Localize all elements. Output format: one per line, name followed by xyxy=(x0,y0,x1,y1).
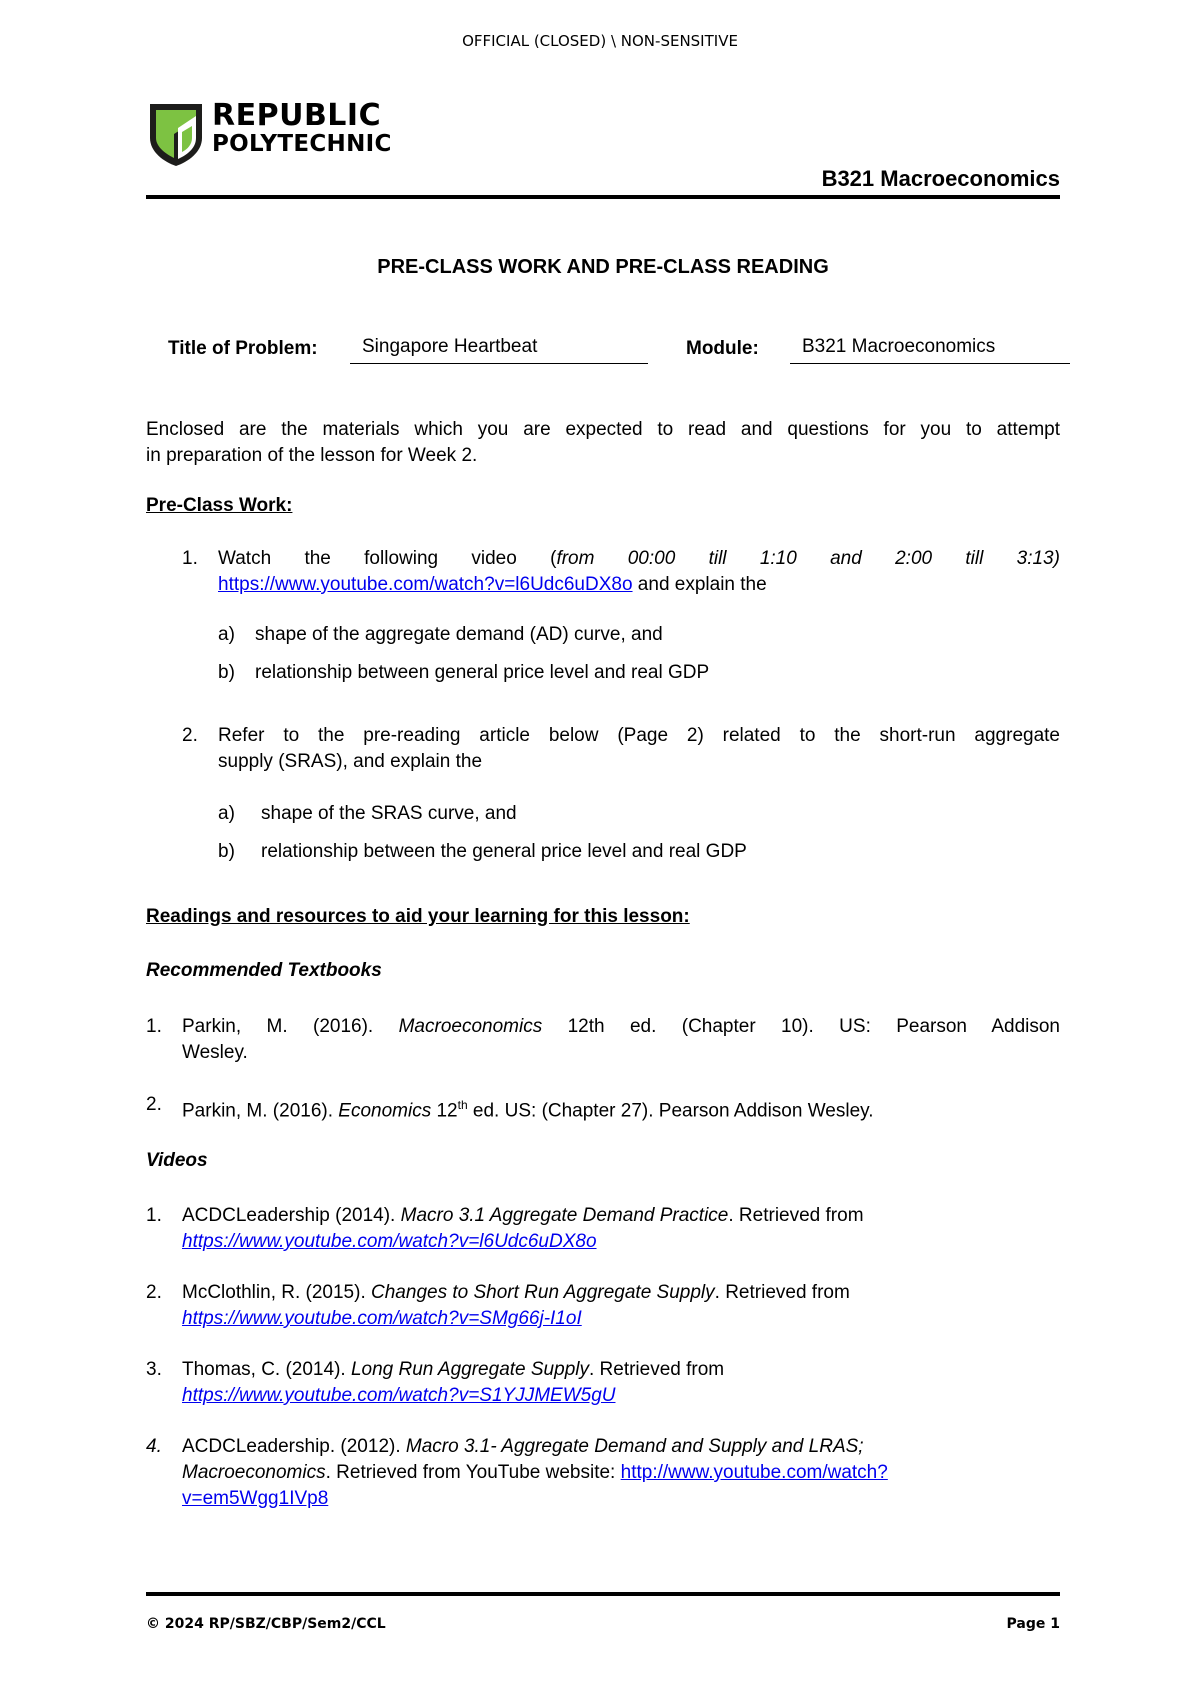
q2-line-1: Refer to the pre-reading article below (Page 2) related to the short-run aggregate xyxy=(218,725,1060,746)
v1-author: ACDCLeadership (2014). xyxy=(182,1205,401,1226)
q2-text xyxy=(218,723,1060,775)
video-3 xyxy=(182,1357,1060,1409)
v2-title: Changes to Short Run Aggregate Supply xyxy=(371,1282,715,1303)
intro-paragraph xyxy=(146,417,1060,469)
q2-line-2: supply (SRAS), and explain the xyxy=(218,751,483,772)
v1-number: 1. xyxy=(146,1205,162,1226)
video-2 xyxy=(182,1280,1060,1332)
q2-a-label: a) xyxy=(218,803,235,824)
q1-number: 1. xyxy=(182,548,198,569)
q1-text xyxy=(218,546,1060,598)
problem-title-label: Title of Problem: xyxy=(168,338,318,359)
v2-author: McClothlin, R. (2015). xyxy=(182,1282,372,1303)
tb1-line-1 xyxy=(182,1014,1060,1040)
v3-title: Long Run Aggregate Supply xyxy=(350,1359,589,1380)
tb1-line-2: Wesley. xyxy=(182,1042,248,1063)
header-module-title: B321 Macroeconomics xyxy=(821,166,1060,191)
q1-a-label: a) xyxy=(218,624,235,645)
tb2-details: ed. US: (Chapter 27). Pearson Addison Wesley. xyxy=(467,1100,874,1122)
shield-logo-icon xyxy=(148,102,204,168)
textbook-1 xyxy=(182,1014,1060,1066)
tb1-author: Parkin, M. (2016). xyxy=(182,1016,399,1037)
v4-title: Macro 3.1- Aggregate Demand and Supply and LRAS; xyxy=(405,1436,864,1457)
intro-line-2: in preparation of the lesson for Week 2. xyxy=(146,445,478,466)
q1-after-link: and explain the xyxy=(632,574,767,595)
v2-number: 2. xyxy=(146,1282,162,1303)
textbook-2 xyxy=(182,1092,1060,1124)
v1-link[interactable]: https://www.youtube.com/watch?v=l6Udc6uDX8o xyxy=(182,1231,597,1252)
header-divider xyxy=(146,195,1060,199)
textbooks-heading: Recommended Textbooks xyxy=(146,960,382,981)
logo-wordmark-line1: REPUBLIC xyxy=(212,98,382,133)
video-4 xyxy=(182,1434,1060,1512)
q1-line-1: Watch the following video (from 00:00 till 1:10 and 2:00 till 3:13) xyxy=(218,548,1060,569)
tb1-details: 12th ed. (Chapter 10). US: Pearson Addison xyxy=(542,1016,1060,1037)
page-title: PRE-CLASS WORK AND PRE-CLASS READING xyxy=(377,256,829,278)
tb1-number: 1. xyxy=(146,1016,162,1037)
v3-author: Thomas, C. (2014). xyxy=(182,1359,351,1380)
q1-b-label: b) xyxy=(218,662,235,683)
preclass-heading: Pre-Class Work: xyxy=(146,495,293,516)
v1-title: Macro 3.1 Aggregate Demand Practice xyxy=(400,1205,729,1226)
tb1-title: Macroeconomics xyxy=(398,1016,543,1037)
v3-retrieved: . Retrieved from xyxy=(588,1359,725,1380)
module-value: B321 Macroeconomics xyxy=(790,336,1070,364)
v3-link[interactable]: https://www.youtube.com/watch?v=S1YJJMEW5gU xyxy=(182,1385,616,1406)
v4-number: 4. xyxy=(146,1436,162,1457)
q2-b-label: b) xyxy=(218,841,235,862)
q1-b-text: relationship between general price level and real GDP xyxy=(255,662,710,683)
tb2-author: Parkin, M. (2016). xyxy=(182,1100,339,1122)
republic-polytechnic-logo xyxy=(148,98,392,170)
page-number: Page 1 xyxy=(1006,1616,1060,1632)
problem-title-value: Singapore Heartbeat xyxy=(350,336,648,364)
logo-wordmark-line2: POLYTECHNIC xyxy=(212,131,392,157)
v2-retrieved: . Retrieved from xyxy=(714,1282,850,1303)
v3-number: 3. xyxy=(146,1359,162,1380)
tb2-number: 2. xyxy=(146,1094,162,1115)
q1-line-2 xyxy=(218,572,1060,598)
v1-retrieved: . Retrieved from xyxy=(728,1205,864,1226)
tb2-edition: 12 xyxy=(431,1100,458,1122)
videos-heading: Videos xyxy=(146,1150,208,1171)
v2-link[interactable]: https://www.youtube.com/watch?v=SMg66j-I1oI xyxy=(182,1308,582,1329)
module-label: Module: xyxy=(686,338,759,359)
q1-a-text: shape of the aggregate demand (AD) curve, and xyxy=(255,624,663,645)
tb2-title: Economics xyxy=(338,1100,432,1122)
readings-heading: Readings and resources to aid your learning for this lesson: xyxy=(146,906,690,927)
q2-b-text: relationship between the general price level and real GDP xyxy=(261,841,747,862)
v4-subtitle: Macroeconomics xyxy=(182,1462,326,1483)
footer-divider xyxy=(146,1592,1060,1596)
v4-author: ACDCLeadership. (2012). xyxy=(182,1436,406,1457)
q2-number: 2. xyxy=(182,725,198,746)
classification-label: OFFICIAL (CLOSED) \ NON-SENSITIVE xyxy=(462,32,738,50)
tb2-edition-suffix: th xyxy=(457,1098,468,1112)
video-1 xyxy=(182,1203,1060,1255)
v4-link-part1[interactable]: http://www.youtube.com/watch? xyxy=(620,1462,888,1483)
footer-copyright: © 2024 RP/SBZ/CBP/Sem2/CCL xyxy=(146,1616,386,1632)
intro-line-1: Enclosed are the materials which you are expected to read and questions for you to attempt xyxy=(146,419,1060,440)
v4-link-part2[interactable]: v=em5Wgg1IVp8 xyxy=(182,1488,329,1509)
v4-retrieved: . Retrieved from YouTube website: xyxy=(325,1462,621,1483)
q1-video-link[interactable]: https://www.youtube.com/watch?v=l6Udc6uDX8o xyxy=(218,574,633,595)
q2-a-text: shape of the SRAS curve, and xyxy=(261,803,517,824)
